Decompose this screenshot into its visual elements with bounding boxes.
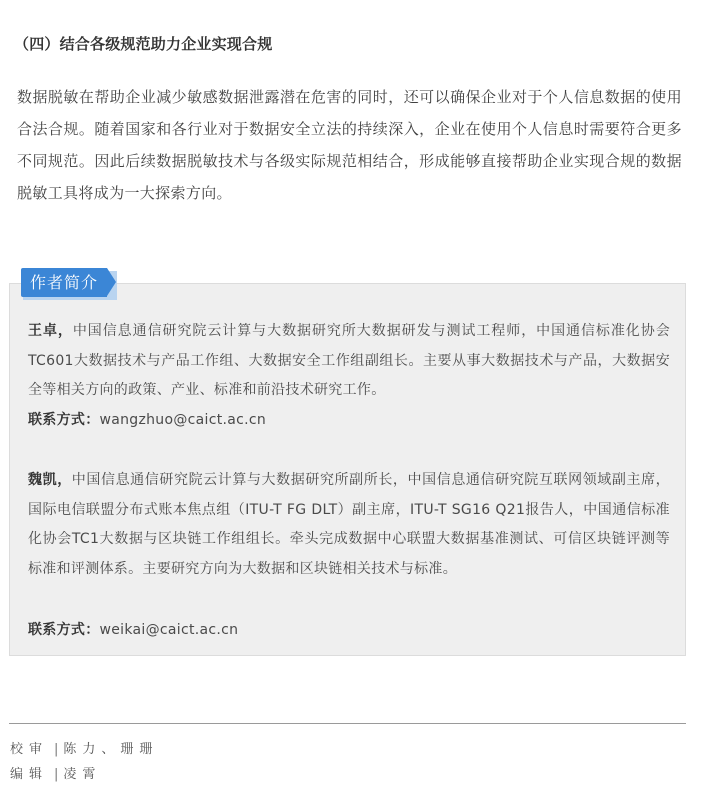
editor-value: 凌霄	[63, 767, 102, 782]
credit-separator: |	[54, 767, 60, 782]
section-paragraph: 数据脱敏在帮助企业减少敏感数据泄露潜在危害的同时，还可以确保企业对于个人信息数据的使用合法合规。随着国家和各行业对于数据安全立法的持续深入，企业在使用个人信息时需要符合更多不同规范。因此后续数据脱敏技术与各级实际规范相结合，形成能够直接帮助企业实现合规的数据脱敏工具将成为一大探索方向。	[17, 88, 682, 202]
author-bio-wangzhuo	[28, 317, 670, 406]
footer-divider	[9, 723, 686, 724]
author-email: wangzhuo@caict.ac.cn	[99, 412, 267, 428]
credit-editor	[10, 763, 101, 782]
author-name: 魏凯，	[28, 472, 72, 488]
section-heading: （四）结合各级规范助力企业实现合规	[14, 35, 273, 53]
contact-label: 联系方式：	[28, 412, 100, 428]
author-name: 王卓，	[28, 323, 73, 339]
editor-label: 编辑	[10, 767, 49, 782]
author-contact-wangzhuo	[28, 406, 266, 436]
author-bio-weikai	[28, 466, 670, 584]
author-email: weikai@caict.ac.cn	[99, 622, 239, 638]
author-intro-tag: 作者简介	[21, 268, 107, 297]
reviewer-label: 校审	[10, 742, 49, 757]
credit-separator: |	[54, 742, 60, 757]
reviewer-value: 陈力、珊珊	[63, 742, 159, 757]
credit-reviewer	[10, 738, 158, 757]
contact-label: 联系方式：	[28, 622, 100, 638]
author-bio-text: 中国信息通信研究院云计算与大数据研究所大数据研发与测试工程师，中国通信标准化协会TC601大数据技术与产品工作组、大数据安全工作组副组长。主要从事大数据技术与产品，大数据安全等相关方向的政策、产业、标准和前沿技术研究工作。	[28, 323, 670, 398]
author-bio-text: 中国信息通信研究院云计算与大数据研究所副所长，中国信息通信研究院互联网领域副主席，国际电信联盟分布式账本焦点组（ITU-T FG DLT）副主席，ITU-T SG16 Q21报告人，中国通信标准化协会TC1大数据与区块链工作组组长。牵头完成数据中心联盟大数据基准测试、可信区块链评测等标准和评测体系。主要研究方向为大数据和区块链相关技术与标准。	[28, 472, 670, 577]
author-contact-weikai	[28, 616, 238, 646]
